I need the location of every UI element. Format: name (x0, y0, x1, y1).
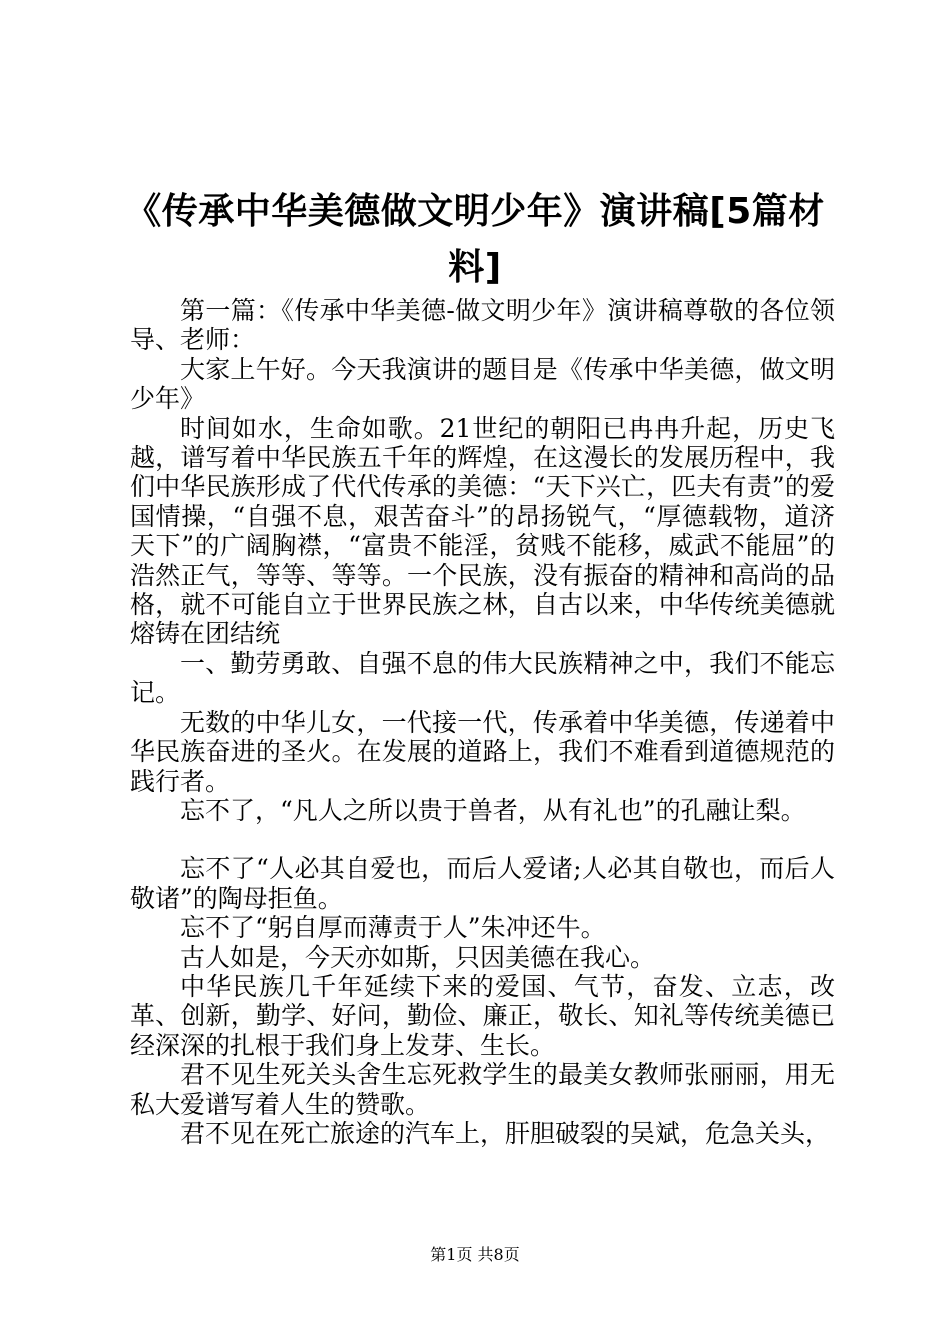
paragraph: 忘不了，“凡人之所以贵于兽者，从有礼也”的孔融让梨。 (180, 795, 806, 825)
paragraph: 忘不了“躬自厚而薄责于人”朱冲还牛。 (180, 913, 606, 943)
paragraph: 第一篇：《传承中华美德-做文明少年》演讲稿尊敬的各位领导、老师： (130, 296, 835, 355)
paragraph: 古人如是，今天亦如斯，只因美德在我心。 (180, 942, 656, 972)
paragraph: 忘不了“人必其自爱也，而后人爱诸;人必其自敬也，而后人敬诸”的陶母拒鱼。 (130, 854, 835, 913)
paragraph: 君不见在死亡旅途的汽车上，肝胆破裂的吴斌，危急关头， (180, 1118, 831, 1148)
paragraph: 君不见生死关头舍生忘死救学生的最美女教师张丽丽，用无私大爱谱写着人生的赞歌。 (130, 1060, 835, 1119)
document-body (130, 296, 835, 1148)
paragraph: 无数的中华儿女，一代接一代，传承着中华美德，传递着中华民族奋进的圣火。在发展的道路上，我们不难看到道德规范的践行者。 (130, 707, 835, 796)
paragraph: 中华民族几千年延续下来的爱国、气节，奋发、立志，改革、创新，勤学、好问，勤俭、廉正，敬长、知礼等传统美德已经深深的扎根于我们身上发芽、生长。 (130, 971, 835, 1060)
paragraph: 一、勤劳勇敢、自强不息的伟大民族精神之中，我们不能忘记。 (130, 648, 835, 708)
document-title: 《传承中华美德做文明少年》演讲稿[5篇材料] (125, 191, 825, 288)
page-footer: 第1页 共8页 (430, 1245, 520, 1264)
paragraph: 大家上午好。今天我演讲的题目是《传承中华美德，做文明少年》 (130, 354, 835, 414)
paragraph: 时间如水，生命如歌。21世纪的朝阳已冉冉升起，历史飞越，谱写着中华民族五千年的辉煌，在这漫长的发展历程中，我们中华民族形成了代代传承的美德：“天下兴亡，匹夫有责”的爱国情操，“自强不息，艰苦奋斗”的昂扬锐气，“厚德载物，道济天下”的广阔胸襟，“富贵不能淫，贫贱不能移，威武不能屈”的浩然正气，等等、等等。一个民族，没有振奋的精神和高尚的品格，就不可能自立于世界民族之林，自古以来，中华传统美德就熔铸在团结统 (130, 413, 835, 649)
